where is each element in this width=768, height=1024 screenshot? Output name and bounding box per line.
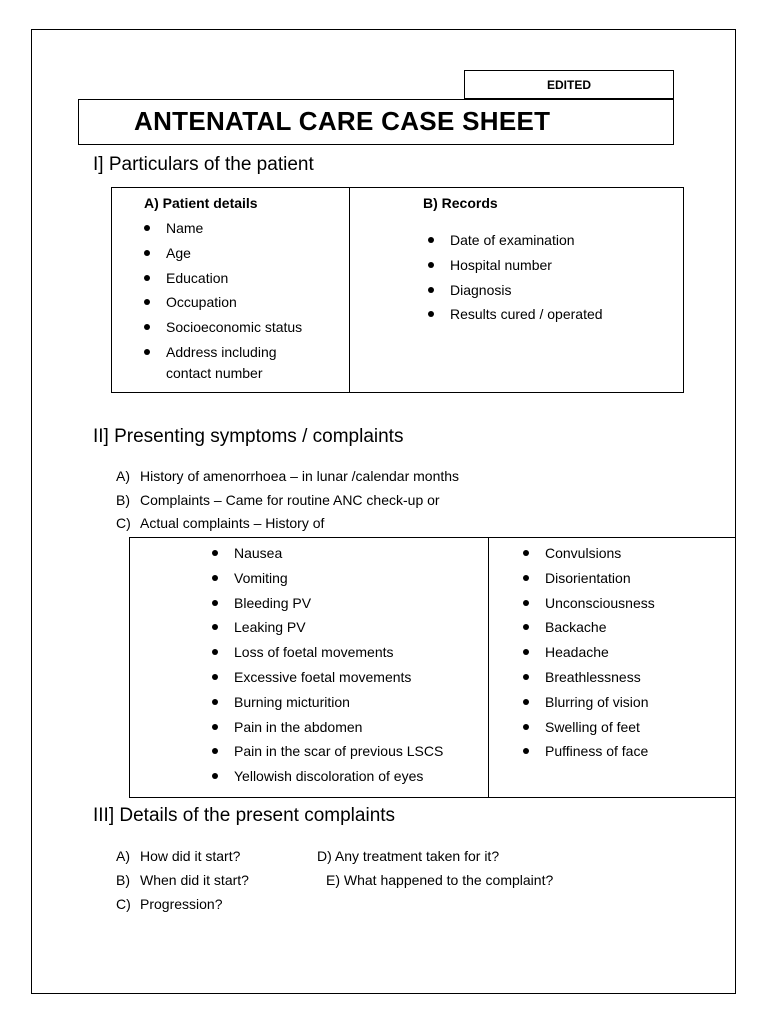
table-divider xyxy=(349,188,350,392)
list-item-continuation: contact number xyxy=(166,365,263,381)
presenting-complaints-list xyxy=(116,465,459,536)
list-item: A) History of amenorrhoea – in lunar /calendar months xyxy=(116,468,460,484)
list-item: Vomiting xyxy=(210,566,443,591)
list-item: Backache xyxy=(521,615,655,640)
list-item: Results cured / operated xyxy=(426,302,603,327)
list-item: Nausea xyxy=(210,541,443,566)
list-item: Burning micturition xyxy=(210,690,443,715)
list-item: Excessive foetal movements xyxy=(210,665,443,690)
list-item: Bleeding PV xyxy=(210,591,443,616)
list-item: Breathlessness xyxy=(521,665,655,690)
list-item: Blurring of vision xyxy=(521,690,655,715)
list-item: C) Actual complaints – History of xyxy=(116,515,325,532)
records-heading: B) Records xyxy=(423,195,498,211)
list-item: Occupation xyxy=(142,290,302,315)
section-1-heading: I] Particulars of the patient xyxy=(93,154,314,175)
list-item: Address including xyxy=(142,340,302,365)
patient-details-heading: A) Patient details xyxy=(144,195,258,211)
question-a: A) How did it start? xyxy=(116,848,241,864)
question-d: D) Any treatment taken for it? xyxy=(317,848,500,864)
list-item: Date of examination xyxy=(426,228,603,253)
section-2-heading: II] Presenting symptoms / complaints xyxy=(93,426,404,447)
records-list xyxy=(426,228,603,327)
list-item: Convulsions xyxy=(521,541,655,566)
list-item: Loss of foetal movements xyxy=(210,640,443,665)
list-item: Unconsciousness xyxy=(521,591,655,616)
page-title: ANTENATAL CARE CASE SHEET xyxy=(134,106,551,136)
list-item: Pain in the abdomen xyxy=(210,715,443,740)
list-item: Education xyxy=(142,266,302,291)
list-item: B) Complaints – Came for routine ANC check-up or xyxy=(116,491,440,508)
symptoms-right-list xyxy=(521,541,655,764)
section-3-heading: III] Details of the present complaints xyxy=(93,805,396,826)
list-item: Name xyxy=(142,216,302,241)
patient-details-list xyxy=(142,216,302,365)
patient-particulars-table xyxy=(111,187,684,393)
symptoms-left-list xyxy=(210,541,443,789)
list-item: Disorientation xyxy=(521,566,655,591)
list-item: Socioeconomic status xyxy=(142,315,302,340)
question-b: B) When did it start? xyxy=(116,872,249,888)
list-item: Headache xyxy=(521,640,655,665)
list-item: Puffiness of face xyxy=(521,739,655,764)
list-item: Diagnosis xyxy=(426,278,603,303)
table-divider xyxy=(488,538,489,797)
edited-label: EDITED xyxy=(464,70,674,99)
list-item: Swelling of feet xyxy=(521,715,655,740)
list-item: Leaking PV xyxy=(210,615,443,640)
question-e: E) What happened to the complaint? xyxy=(326,872,554,888)
list-item: Yellowish discoloration of eyes xyxy=(210,764,443,789)
list-item: Pain in the scar of previous LSCS xyxy=(210,739,443,764)
list-item: Age xyxy=(142,241,302,266)
question-c: C) Progression? xyxy=(116,896,223,912)
title-box xyxy=(78,99,674,145)
list-item: Hospital number xyxy=(426,253,603,278)
symptoms-table xyxy=(129,537,736,798)
